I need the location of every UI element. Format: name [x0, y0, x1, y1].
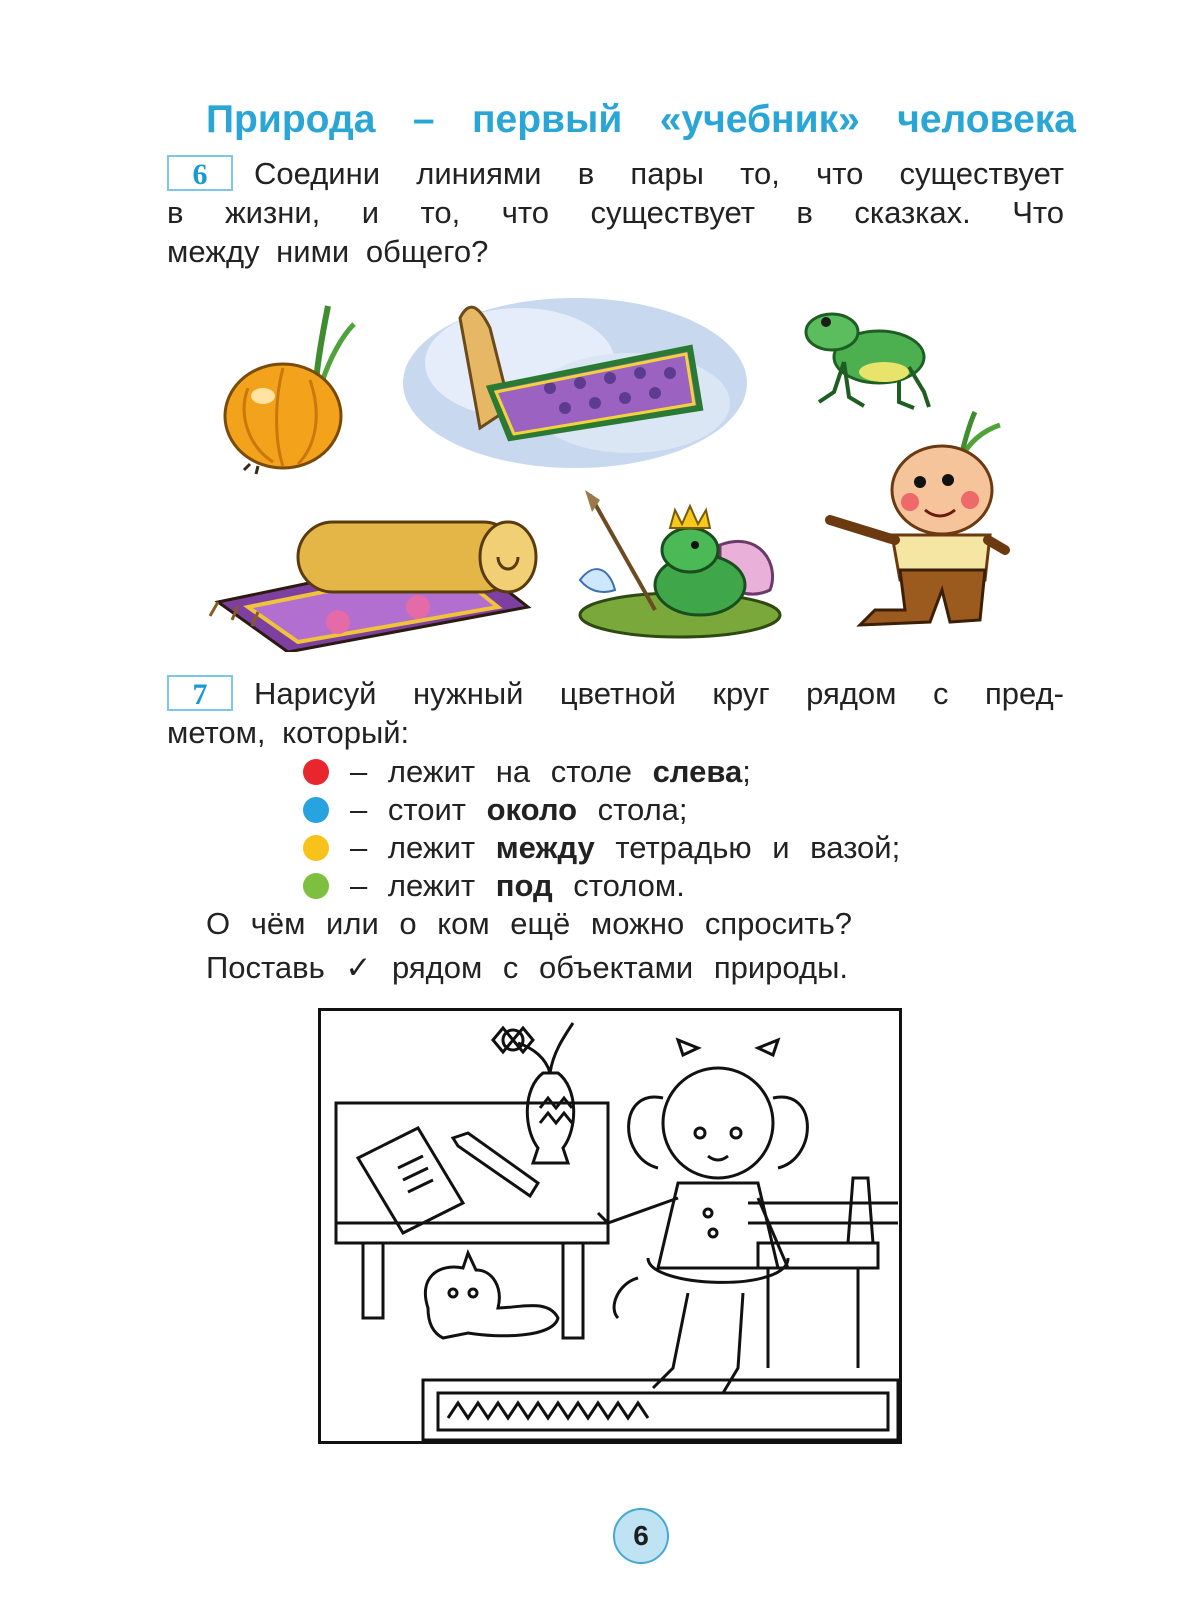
blue-circle	[303, 797, 329, 823]
task-6-line-1: Соедини линиями в пары то, что существует	[254, 156, 1064, 191]
legend-item-4: – лежит под столом.	[350, 868, 685, 903]
onion-icon	[218, 296, 368, 476]
task-6-line-2: в жизни, и то, что существует в сказках. Что	[167, 195, 1064, 230]
rolled-carpet-icon	[208, 512, 538, 652]
page-title: Природа – первый «учебник» человека	[206, 98, 1076, 141]
flying-carpet-icon	[400, 288, 750, 473]
legend-item-2: – стоит около стола;	[350, 792, 688, 827]
legend-item-3: – лежит между тетрадью и вазой;	[350, 830, 901, 865]
task-6-number: 6	[167, 155, 233, 191]
check-mark-icon: ✓	[345, 950, 372, 986]
frog-princess-icon	[570, 490, 790, 640]
check-instruction: Поставь ✓ рядом с объектами природы.	[206, 950, 848, 986]
task-7-line-2: метом, который:	[167, 715, 410, 750]
yellow-circle	[303, 835, 329, 861]
doll-room-coloring-icon	[318, 1008, 902, 1444]
question-line: О чём или о ком ещё можно спросить?	[206, 906, 852, 941]
cipollino-icon	[820, 410, 1010, 640]
red-circle	[303, 759, 329, 785]
green-circle	[303, 873, 329, 899]
frog-icon	[804, 302, 934, 412]
legend-item-1: – лежит на столе слева;	[350, 754, 751, 789]
task-7-number: 7	[167, 675, 233, 711]
task-6-line-3: между ними общего?	[167, 234, 489, 269]
task-7-line-1: Нарисуй нужный цветной круг рядом с пред-	[254, 676, 1064, 711]
page-number: 6	[613, 1508, 669, 1564]
